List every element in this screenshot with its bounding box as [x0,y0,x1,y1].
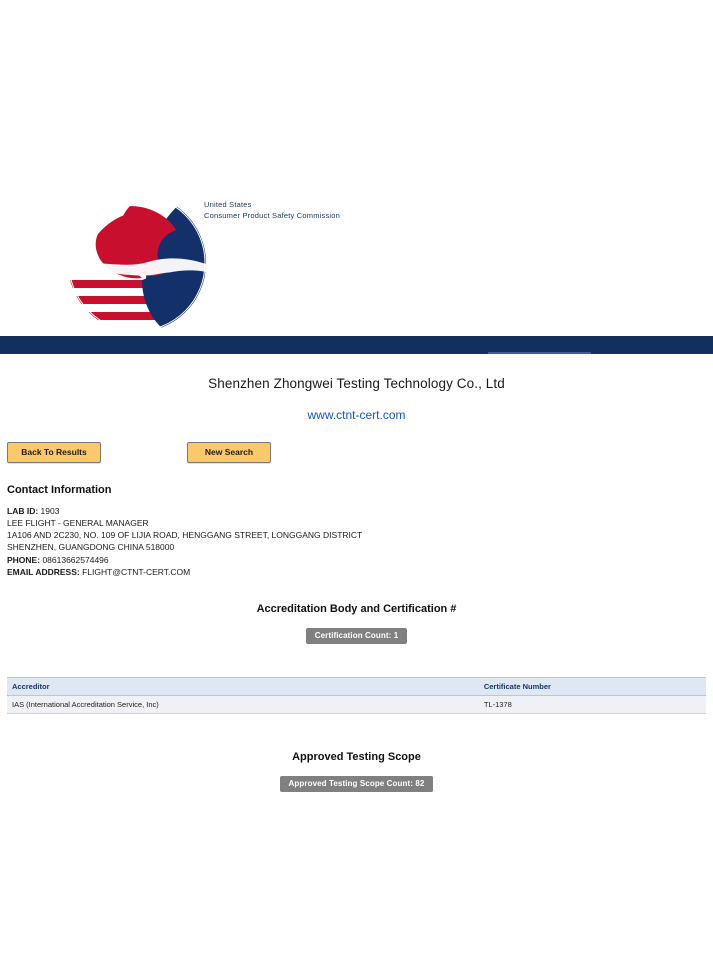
new-search-button[interactable]: New Search [187,442,271,463]
lab-id-label: LAB ID: [7,506,39,516]
accreditation-heading: Accreditation Body and Certification # [256,602,457,615]
lab-id-value: 1903 [40,506,60,516]
navy-bar-accent [488,352,591,354]
cell-accreditor: IAS (International Accreditation Service, Inc) [7,695,479,713]
phone-value: 08613662574496 [42,554,109,565]
address-line-1: 1A106 AND 2C230, NO. 109 OF LIJIA ROAD, HENGGANG STREET, LONGGANG DISTRICT [7,530,363,541]
email-value: FLIGHT@CTNT-CERT.COM [82,566,191,577]
approved-testing-scope-count-badge: Approved Testing Scope Count: 82 [280,776,434,792]
accreditation-table [7,677,706,714]
table-header-row [7,677,706,695]
header-navy-bar [0,336,713,354]
certification-count-badge: Certification Count: 1 [306,628,408,644]
lab-id-row [7,505,706,517]
approved-testing-scope-heading: Approved Testing Scope [292,750,421,763]
certification-count-wrap [7,627,706,644]
phone-label: PHONE: [7,554,41,565]
contact-information-heading: Contact Information [7,484,112,496]
action-button-row [7,442,706,462]
contact-details [7,505,706,578]
cpsc-seal-icon [68,194,206,333]
site-header [0,190,713,336]
cell-certificate-number: TL-1378 [479,695,706,713]
main-content [0,376,713,792]
email-row [7,566,706,578]
scope-count-wrap [7,775,706,792]
agency-name [204,199,340,222]
agency-country: United States [204,200,252,209]
column-header-certificate-number: Certificate Number [479,677,706,695]
lab-website [7,408,706,422]
lab-website-link[interactable]: www.ctnt-cert.com [307,408,406,422]
table-row [7,695,706,713]
phone-row [7,554,706,566]
contact-person: LEE FLIGHT - GENERAL MANAGER [7,518,149,529]
email-label: EMAIL ADDRESS: [7,566,80,577]
column-header-accreditor: Accreditor [7,677,479,695]
lab-name: Shenzhen Zhongwei Testing Technology Co., Ltd [208,376,505,391]
back-to-results-button[interactable]: Back To Results [7,442,101,463]
agency-title: Consumer Product Safety Commission [204,211,341,221]
address-line-2: SHENZHEN, GUANGDONG CHINA 518000 [7,542,175,553]
page-top-spacer [0,0,713,190]
